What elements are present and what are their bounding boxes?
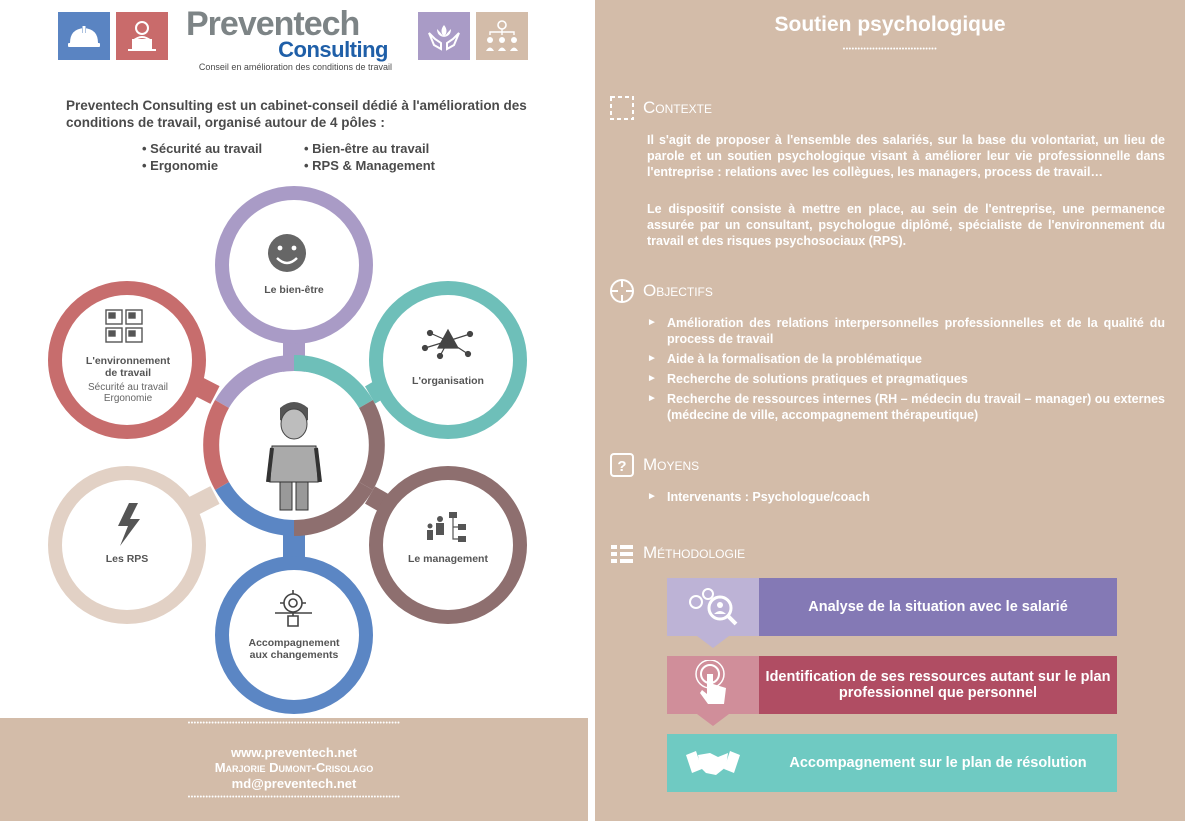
bullet-arrow-icon: ► (647, 317, 657, 328)
step-3-label: Accompagnement sur le plan de résolution (759, 734, 1117, 792)
pole-item: • RPS & Management (304, 158, 435, 173)
footer-email[interactable]: md@preventech.net (231, 776, 357, 791)
moyens-list (647, 489, 1165, 509)
section-contexte-heading (609, 95, 712, 121)
title-dots: •••••••••••••••••••••••••••••••• (842, 46, 938, 53)
label-rps: Les RPS (105, 553, 149, 565)
list-item: ► Aide à la formalisation de la problématique (647, 352, 922, 366)
label-changements: Accompagnement aux changements (248, 637, 340, 661)
method-step-1 (667, 578, 1117, 636)
section-contexte-label: Contexte (643, 98, 712, 117)
step-1-label: Analyse de la situation avec le salarié (759, 578, 1117, 636)
method-step-2 (667, 656, 1117, 714)
section-moyens-heading (609, 452, 699, 478)
label-environnement: L'environnement de travail (85, 355, 171, 379)
crosshair-icon (609, 278, 635, 304)
right-panel (595, 0, 1185, 821)
section-objectifs-label: Objectifs (643, 281, 713, 300)
section-methodologie-label: Méthodologie (643, 543, 746, 562)
label-organisation: L'organisation (412, 375, 484, 387)
svg-text:?: ? (617, 458, 627, 475)
bullet-arrow-icon: ► (647, 353, 657, 364)
step-2-label: Identification de ses ressources autant sur le plan professionnel que personnel (759, 656, 1117, 714)
list-item: ► Amélioration des relations interpersonnelles professionnelles et de la qualité du process de travail (647, 316, 1165, 346)
hands-lotus-icon (418, 12, 470, 60)
section-moyens-label: Moyens (643, 455, 700, 474)
label-environnement-sub: Sécurité au travail Ergonomie (87, 382, 169, 404)
logo-line2: Consulting (278, 37, 388, 62)
preventech-logo (186, 5, 398, 72)
hardhat-icon (58, 12, 110, 60)
step-2-arrow (697, 714, 729, 726)
label-management: Le management (408, 553, 488, 565)
objectifs-list (647, 315, 1165, 427)
logo-line1: Preventech (186, 5, 360, 43)
pole-item: • Bien-être au travail (304, 141, 430, 156)
smiley-icon (268, 234, 306, 272)
bullet-arrow-icon: ► (647, 491, 657, 502)
section-objectifs-heading (609, 278, 713, 304)
footer-name: Marjorie Dumont-Crisolago (214, 760, 374, 775)
bullet-arrow-icon: ► (647, 373, 657, 384)
page-title: Soutien psychologique (774, 13, 1006, 36)
intro-text: Preventech Consulting est un cabinet-conseil dédié à l'amélioration des conditions de travail, organisé autour de 4 pôles : (66, 98, 527, 130)
gears-magnifier-icon (667, 578, 759, 636)
list-lines-icon (609, 540, 635, 566)
dashed-square-icon (609, 95, 635, 121)
team-network-icon (476, 12, 528, 60)
list-item: ► Recherche de solutions pratiques et pragmatiques (647, 372, 968, 386)
left-panel (0, 0, 588, 821)
pole-item: • Sécurité au travail (142, 141, 263, 156)
worker-computer-icon (116, 12, 168, 60)
finger-tap-icon (667, 656, 759, 714)
contact-footer (0, 718, 588, 821)
page-gap (588, 0, 595, 821)
method-step-3 (667, 734, 1117, 792)
footer-website[interactable]: www.preventech.net (231, 745, 357, 760)
label-bien-etre: Le bien-être (264, 284, 324, 296)
list-item: ► Intervenants : Psychologue/coach (647, 490, 870, 504)
contexte-paragraph-2: Le dispositif consiste à mettre en place, au sein de l'entreprise, une permanence assurée par un consultant, psychologue diplômé, spécialiste de l'environnement du travail et des risques psychosociaux (RPS). (647, 202, 1165, 248)
footer-dots-top: •••••••••••••••••••••••••••••••••••••••••••••••••••••••••••••••••••••••• (187, 720, 401, 727)
pole-item: • Ergonomie (142, 158, 219, 173)
contexte-paragraph-1: Il s'agit de proposer à l'ensemble des salariés, sur la base du volontariat, un lieu de parole et un soutien psychologique visant à améliorer leur vie professionnelle dans l'entreprise : relations avec les collègues, les managers, process de travail… (647, 133, 1165, 179)
question-box-icon (609, 452, 635, 478)
list-item: ► Recherche de ressources internes (RH – médecin du travail – manager) ou externes (médecine de ville, accompagnement thérapeutique) (647, 392, 1165, 422)
section-methodologie-heading (609, 540, 745, 566)
footer-dots-bottom: •••••••••••••••••••••••••••••••••••••••••••••••••••••••••••••••••••••••• (187, 794, 401, 801)
handshake-icon (667, 734, 759, 792)
bullet-arrow-icon: ► (647, 393, 657, 404)
step-1-arrow (697, 636, 729, 648)
logo-tagline: Conseil en amélioration des conditions de travail (198, 62, 392, 72)
